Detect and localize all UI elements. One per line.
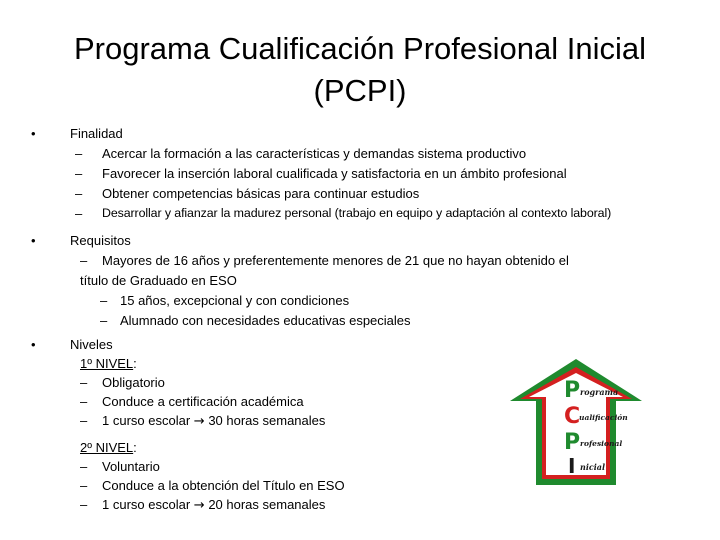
requisitos-item-2: 15 años, excepcional y con condiciones	[120, 293, 350, 308]
bullet-icon: •	[31, 337, 36, 352]
nivel2-label: 2º NIVEL	[80, 440, 134, 455]
logo-word-inicial: nicial	[580, 462, 605, 472]
dash-icon: –	[80, 478, 88, 493]
dash-icon: –	[100, 293, 108, 308]
nivel1-label: 1º NIVEL	[80, 356, 134, 371]
dash-icon: –	[75, 186, 83, 201]
dash-icon: –	[75, 166, 83, 181]
dash-icon: –	[80, 375, 88, 390]
finalidad-item-4: Desarrollar y afianzar la madurez personal (trabajo en equipo y adaptación al contexto laboral)	[102, 206, 612, 220]
dash-icon: –	[80, 253, 88, 268]
nivel2-course-hours: 20 horas semanales	[208, 497, 326, 512]
page-title	[0, 28, 720, 112]
finalidad-item-1: Acercar la formación a las características y demandas sistema productivo	[102, 146, 527, 161]
logo-word-profesional: rofesional	[580, 439, 623, 448]
logo-word-programa: rograma	[580, 387, 619, 397]
nivel2-course-prefix: 1 curso escolar	[102, 497, 191, 512]
nivel2-item-1: Voluntario	[102, 459, 160, 474]
requisitos-item-1: Mayores de 16 años y preferentemente menores de 21 que no hayan obtenido el	[102, 253, 569, 268]
nivel1-item-2: Conduce a certificación académica	[102, 394, 304, 409]
finalidad-item-2: Favorecer la inserción laboral cualificada y satisfactoria en un ámbito profesional	[102, 166, 567, 181]
dash-icon: –	[80, 497, 88, 512]
nivel1-heading	[80, 354, 137, 374]
niveles-heading: Niveles	[70, 337, 113, 352]
title-line-2: (PCPI)	[313, 73, 407, 108]
nivel1-item-1: Obligatorio	[102, 375, 165, 390]
arrow-right-icon: →	[193, 414, 205, 429]
title-line-1: Programa Cualificación Profesional Inicial	[73, 31, 647, 66]
dash-icon: –	[80, 459, 88, 474]
finalidad-heading: Finalidad	[70, 126, 123, 141]
dash-icon: –	[75, 206, 83, 221]
dash-icon: –	[80, 413, 88, 428]
nivel2-heading	[80, 438, 137, 458]
requisitos-heading: Requisitos	[70, 233, 131, 248]
bullet-icon: •	[31, 126, 36, 141]
logo-letter-p2: P	[564, 430, 581, 455]
nivel2-colon: :	[133, 440, 137, 455]
dash-icon: –	[75, 146, 83, 161]
nivel1-colon: :	[133, 356, 137, 371]
arrow-right-icon: →	[193, 498, 205, 513]
logo-letter-p: P	[564, 378, 581, 403]
bullet-icon: •	[31, 233, 36, 248]
dash-icon: –	[80, 394, 88, 409]
requisitos-item-3: Alumnado con necesidades educativas especiales	[120, 313, 411, 328]
nivel1-course-prefix: 1 curso escolar	[102, 413, 191, 428]
nivel1-course	[102, 411, 325, 432]
requisitos-item-1-cont: título de Graduado en ESO	[80, 273, 237, 288]
pcpi-logo	[508, 357, 644, 487]
finalidad-item-3: Obtener competencias básicas para continuar estudios	[102, 186, 420, 201]
nivel2-course	[102, 495, 325, 516]
dash-icon: –	[100, 313, 108, 328]
logo-letter-c: C	[564, 404, 581, 429]
logo-word-cualificacion: ualificación	[579, 413, 628, 422]
logo-letter-i: I	[568, 454, 576, 478]
nivel2-item-2: Conduce a la obtención del Título en ESO	[102, 478, 345, 493]
nivel1-course-hours: 30 horas semanales	[208, 413, 326, 428]
